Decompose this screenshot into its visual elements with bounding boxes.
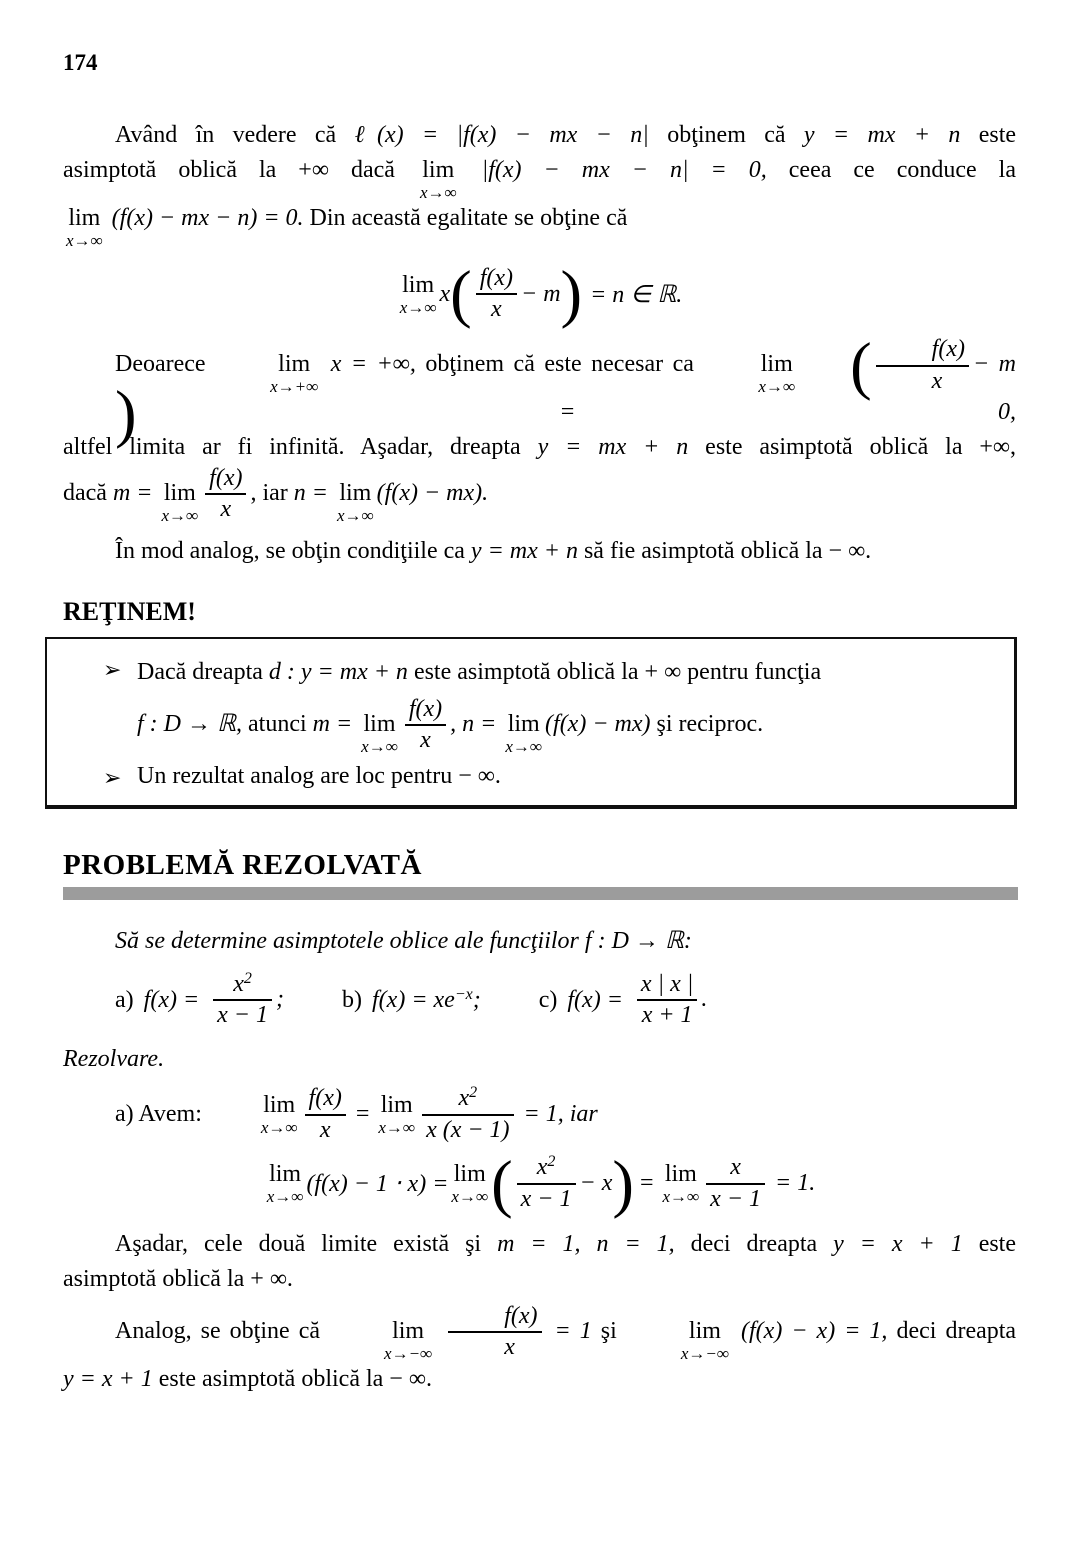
display-equation-1: lim x→∞ x ( $\frac{f(x)}{x}$ − m ) = n ∈ ℝ. xyxy=(399,258,683,331)
lim-word: lim xyxy=(392,1318,425,1344)
math-run: d : y = mx + n xyxy=(268,658,408,685)
lim-word: lim xyxy=(68,204,101,231)
denominator: x xyxy=(476,293,517,324)
text-run: Să se determine asimptotele oblice ale funcţiilor xyxy=(115,927,579,954)
denominator: x − 1 xyxy=(706,1183,765,1214)
text-run: Dacă dreapta xyxy=(137,658,263,685)
fraction xyxy=(405,696,446,755)
math-run: x xyxy=(439,280,451,307)
text-run: Din această egalitate se obţine că xyxy=(309,204,628,231)
limit-operator xyxy=(337,481,374,524)
text-run: şi reciproc. xyxy=(656,710,764,737)
math-run: f : D → ℝ: xyxy=(584,927,692,954)
math-run: − x xyxy=(579,1170,613,1197)
math-run: = n ∈ ℝ. xyxy=(590,281,683,308)
math-run: (f(x) − mx − n) = 0. xyxy=(111,204,304,231)
limit-operator xyxy=(451,1162,488,1205)
arrow-bullet-icon: ➢ xyxy=(103,764,122,790)
bullet1-line-2 xyxy=(137,696,988,755)
deoarece-line-2 xyxy=(63,430,1016,465)
deoarece-line-3 xyxy=(63,465,1016,524)
math-run: x xyxy=(233,970,244,997)
text-run: Având în vedere că xyxy=(115,122,337,148)
avem-label: a) Avem: xyxy=(115,1101,202,1128)
limit-operator xyxy=(629,1319,729,1362)
limit-operator xyxy=(162,481,199,524)
fraction xyxy=(706,1154,765,1213)
limit-operator xyxy=(361,712,398,755)
text-run: este xyxy=(978,1231,1016,1258)
lim-subscript: x→∞ xyxy=(419,182,457,202)
lim-word: lim xyxy=(664,1161,697,1188)
numerator xyxy=(517,1154,576,1183)
denominator: x xyxy=(448,1331,541,1362)
math-run: = 1, iar xyxy=(523,1101,598,1128)
lim-word: lim xyxy=(163,479,196,506)
math-run: f(x) = xyxy=(143,986,200,1013)
denominator: x xyxy=(876,365,969,396)
math-run: y = mx + n xyxy=(470,537,578,564)
math-run: n = xyxy=(293,479,328,506)
bullet-text: Un rezultat analog are loc pentru − ∞. xyxy=(137,762,501,789)
deoarece-paragraph xyxy=(63,329,1017,569)
fraction xyxy=(213,971,272,1030)
denominator: x (x − 1) xyxy=(422,1114,513,1145)
lim-subscript: x→−∞ xyxy=(680,1344,729,1363)
rezolvare-label: Rezolvare. xyxy=(63,1045,165,1072)
math-run: y = mx + n xyxy=(537,433,689,460)
text-run: ceea ce conduce la xyxy=(788,156,1017,183)
intro-paragraph xyxy=(63,118,1016,249)
lim-subscript: x→∞ xyxy=(662,1187,700,1207)
intro-line-1 xyxy=(63,118,1016,153)
math-run: m = xyxy=(112,479,153,506)
denominator: x xyxy=(305,1114,346,1145)
problem-items-row xyxy=(115,971,1016,1030)
numerator: f(x) xyxy=(931,335,965,362)
lim-word: lim xyxy=(422,156,455,183)
deoarece-line-1: Deoarece lim x→+∞ x = +∞, obţinem că este necesar ca lim x→∞ ( $\frac{f(x)}{x}$ − m) = 0, xyxy=(115,329,1016,450)
text-run: este asimptotă oblică la − ∞. xyxy=(158,1366,432,1393)
numerator: x | x | xyxy=(640,970,694,997)
fraction xyxy=(422,1085,513,1144)
text-run: şi xyxy=(600,1318,617,1344)
problem-statement xyxy=(63,926,1016,955)
equals-sign: = xyxy=(639,1170,654,1197)
text-run: să fie asimptotă oblică la − ∞. xyxy=(583,537,872,564)
lim-word: lim xyxy=(263,1092,296,1119)
numerator: x xyxy=(730,1154,741,1181)
lim-subscript: x→∞ xyxy=(758,377,796,397)
conclusion-paragraph xyxy=(63,1227,1016,1297)
page-number: 174 xyxy=(63,50,98,75)
bullet-text xyxy=(137,655,988,755)
limit-operator xyxy=(505,712,542,755)
section-divider-bar xyxy=(63,887,1018,900)
limit-operator xyxy=(663,1162,700,1205)
math-run: = 0, xyxy=(559,399,1016,426)
solution-line-1 xyxy=(115,1085,1016,1144)
text-run: Deoarece xyxy=(115,351,206,378)
intro-line-3 xyxy=(63,201,1016,249)
lim-word: lim xyxy=(339,479,372,506)
math-run: m = xyxy=(312,710,353,737)
math-run: y = x + 1 xyxy=(63,1366,153,1393)
analog-paragraph xyxy=(63,1303,1016,1397)
limit-operator xyxy=(332,1319,432,1362)
text-run: este xyxy=(978,122,1017,148)
text-run: dacă xyxy=(63,479,107,506)
item-a-label: a) xyxy=(115,986,134,1013)
numerator: f(x) xyxy=(504,1302,538,1329)
lim-subscript: x→∞ xyxy=(451,1187,489,1207)
limit-operator xyxy=(267,1162,304,1205)
lim-subscript: x→∞ xyxy=(337,505,374,525)
exponent: −x xyxy=(454,985,473,1003)
retinem-box xyxy=(45,637,1017,809)
solution-line-2: lim x→∞ (f(x) − 1 ⋅ x) = lim x→∞ ( $\frac{x^2}{x - 1}$ − x ) = lim x→∞ $\frac{x}{x - 1}$ = 1. xyxy=(266,1147,816,1220)
fraction xyxy=(476,265,517,324)
limit-operator xyxy=(218,352,318,395)
math-run: x xyxy=(458,1084,470,1111)
text-run: altfel limita ar fi infinită. Aşadar, dreapta xyxy=(63,433,521,460)
lim-subscript: x→∞ xyxy=(266,1187,304,1207)
item-b-label: b) xyxy=(342,986,363,1013)
lim-subscript: x→∞ xyxy=(66,230,103,250)
item-a-fraction-group xyxy=(209,971,284,1030)
lim-word: lim xyxy=(760,351,793,378)
lim-subscript: x→+∞ xyxy=(270,377,319,397)
text-run: În mod analog, se obţin condiţiile ca xyxy=(115,537,465,564)
fraction xyxy=(205,465,246,524)
lim-subscript: x→∞ xyxy=(161,505,199,525)
lim-subscript: x→∞ xyxy=(399,297,437,317)
bullet-item-2 xyxy=(103,763,988,791)
math-run: = 1. xyxy=(775,1170,816,1197)
lim-word: lim xyxy=(402,271,435,298)
analog-conditions-line xyxy=(63,534,1016,569)
text-run: obţinem că este necesar ca xyxy=(425,351,694,378)
lim-subscript: x→∞ xyxy=(505,736,543,756)
numerator xyxy=(422,1085,513,1114)
denominator: x − 1 xyxy=(213,999,272,1030)
math-run: , n = xyxy=(450,710,497,737)
math-run: (f(x) − x) = 1, xyxy=(741,1318,888,1344)
lim-subscript: x→∞ xyxy=(378,1118,416,1138)
math-run: m = 1, n = 1, xyxy=(497,1231,675,1258)
math-run: y = mx + n xyxy=(803,122,961,148)
numerator: f(x) xyxy=(209,464,243,491)
text-run: este asimptotă oblică la + ∞ pentru funcţia xyxy=(413,658,822,685)
lim-word: lim xyxy=(278,351,311,378)
limit-operator xyxy=(378,1093,415,1136)
separator: ; xyxy=(276,985,285,1012)
bullet1-line-1 xyxy=(137,659,821,685)
lim-word: lim xyxy=(507,710,540,737)
problema-heading: PROBLEMĂ REZOLVATĂ xyxy=(63,848,422,881)
denominator: x − 1 xyxy=(517,1183,576,1214)
lim-word: lim xyxy=(269,1161,302,1188)
exponent: 2 xyxy=(243,969,252,987)
math-run: (f(x) − mx) xyxy=(545,710,651,737)
lim-word: lim xyxy=(380,1092,413,1119)
text-run: atunci xyxy=(248,710,307,737)
arrow-bullet-icon: ➢ xyxy=(103,656,122,682)
math-run: f(x) = xe xyxy=(372,986,455,1013)
item-c-label: c) xyxy=(538,986,558,1013)
analog-line-2 xyxy=(63,1362,1016,1397)
lim-word: lim xyxy=(453,1161,486,1188)
numerator: f(x) xyxy=(308,1084,342,1111)
numerator xyxy=(213,971,272,1000)
math-run: x = +∞, xyxy=(330,351,416,378)
retinem-heading: REŢINEM! xyxy=(63,596,196,626)
lim-subscript: x→∞ xyxy=(361,736,398,756)
text-run: este asimptotă oblică la +∞, xyxy=(705,433,1017,460)
text-run: Aşadar, cele două limite există şi xyxy=(115,1231,482,1258)
fraction xyxy=(637,971,698,1030)
text-run: , iar xyxy=(250,479,288,506)
math-run: y = x + 1 xyxy=(833,1231,963,1258)
exponent: 2 xyxy=(547,1153,556,1171)
analog-line-1 xyxy=(63,1303,1016,1362)
math-run: (f(x) − mx). xyxy=(376,479,489,506)
fraction xyxy=(448,1303,541,1362)
conclusion-line-1 xyxy=(63,1227,1016,1262)
lim-word: lim xyxy=(688,1318,721,1344)
lim-subscript: x→−∞ xyxy=(384,1344,433,1363)
text-run: deci dreapta xyxy=(690,1231,818,1258)
item-b-group xyxy=(372,987,481,1014)
equals-sign: = xyxy=(355,1101,370,1128)
text-run: obţinem că xyxy=(667,122,786,148)
intro-line-2 xyxy=(63,153,1016,201)
limit-operator xyxy=(706,352,795,395)
denominator: x xyxy=(205,493,246,524)
lim-word: lim xyxy=(363,710,396,737)
numerator: f(x) xyxy=(408,695,443,722)
math-run: ℓ(x) = |f(x) − mx − n| xyxy=(354,122,649,148)
numerator: f(x) xyxy=(479,264,513,291)
limit-operator xyxy=(400,273,437,316)
math-run: x xyxy=(536,1154,548,1181)
separator: ; xyxy=(472,986,481,1013)
bullet-item-1 xyxy=(103,655,988,755)
fraction xyxy=(876,336,969,395)
limit-operator xyxy=(261,1093,298,1136)
text-run: deci dreapta xyxy=(896,1318,1017,1344)
math-run: f : D → ℝ, xyxy=(137,710,242,737)
math-run: |f(x) − mx − n| = 0, xyxy=(481,156,767,183)
fraction xyxy=(517,1154,576,1213)
math-run: f(x) = xyxy=(567,986,623,1013)
limit-operator xyxy=(420,158,457,201)
text-run: asimptotă oblică la +∞ dacă xyxy=(63,156,395,183)
lim-subscript: x→∞ xyxy=(260,1118,298,1138)
math-run: = 1 xyxy=(554,1318,592,1344)
item-c-fraction-group xyxy=(633,971,708,1030)
math-run: (f(x) − 1 ⋅ x) = xyxy=(306,1171,449,1198)
denominator: x xyxy=(405,724,446,755)
limit-operator xyxy=(66,206,103,249)
fraction xyxy=(305,1085,346,1144)
conclusion-line-2: asimptotă oblică la + ∞. xyxy=(63,1266,293,1293)
math-run: − m xyxy=(521,280,561,307)
exponent: 2 xyxy=(469,1083,478,1101)
math-run: − m xyxy=(972,351,1016,378)
denominator: x + 1 xyxy=(637,999,698,1030)
separator: . xyxy=(701,985,708,1012)
text-run: Analog, se obţine că xyxy=(115,1318,320,1344)
